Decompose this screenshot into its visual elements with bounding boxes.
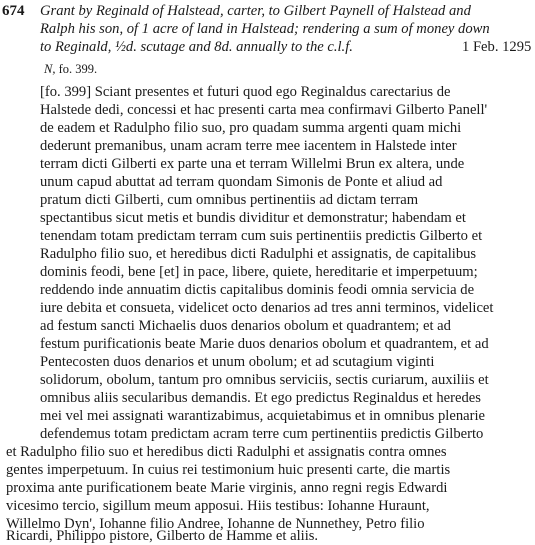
text-line: de eadem et Radulpho filio suo, pro quadam summa argenti quam michi [40,120,462,136]
text-line: iure debita et consueta, videlicet octo denarios ad tres anni terminos, videlicet [40,300,494,316]
entry-date: 1 Feb. 1295 [462,39,532,55]
text-line: festum purificationis beate Marie duos denarios obolum et quadrantem, et ad [40,336,489,352]
text-line: unum capud abuttat ad terram quondam Simonis de Ponte et aliud ad [40,174,443,190]
text-line: terram dicti Gilberti ex parte una et terram Willelmi Brun ex altera, unde [40,156,465,172]
text-line: defendemus totam predictam acram terre cum pertinentiis predictis Gilberto [40,426,484,442]
folio-reference: fo. 399. [55,62,98,76]
text-line: pratum dicti Gilberti, cum omnibus pertinentiis ad dictam terram [40,192,419,208]
text-line: dominis feodi, bene [et] in pace, libere, quiete, hereditarie et imperpetuum; [40,264,478,280]
text-line: solidorum, obolum, tantum pro omnibus serviciis, sectis curiarum, auxiliis et [40,372,489,388]
manuscript-reference [44,61,97,77]
text-line: Pentecosten duos denarios et unum obolum; et ad scutagium viginti [40,354,435,370]
heading-line: Grant by Reginald of Halstead, carter, to Gilbert Paynell of Halstead and [40,3,471,19]
text-line: Radulpho filio suo, et heredibus dicti Radulphi et assignatis, de capitalibus [40,246,477,262]
heading-line: Ralph his son, of 1 acre of land in Halstead; rendering a sum of money down [40,21,490,37]
text-line: gentes imperpetuum. In cuius rei testimonium huic presenti carte, die martis [6,462,451,478]
text-line: Ricardi, Philippo pistore, Gilberto de Hamme et aliis. [6,528,319,544]
text-line: vicesimo tercio, sigillum meum apposui. Hiis testibus: Iohanne Hurаunt, [6,498,430,514]
heading-line: to Reginald, ½d. scutage and 8d. annually to the c.l.f. [40,39,353,55]
text-line: proxima ante purificationem beate Marie virginis, anno regni regis Edwardi [6,480,448,496]
text-line: omnibus aliis secularibus demandis. Et ego predictus Reginaldus et heredes [40,390,481,406]
text-line: [fo. 399] Sciant presentes et futuri quod ego Reginaldus carectarius de [40,84,451,100]
text-line: Halstede dedi, concessi et hac presenti carta mea confirmavi Gilberto Panell' [40,102,488,118]
text-line: Willelmo Dyn', Iohanne filio Andree, Iohanne de Nunnethey, Petro filio [6,516,425,532]
source-siglum: N, [44,62,56,76]
text-line: tenendam totam predictam terram cum suis pertinentiis predictis Gilberto et [40,228,483,244]
text-line: reddendo inde annuatim dictis capitalibus dominis feodi omnia servicia de [40,282,475,298]
text-line: ad festum sancti Michaelis duos denarios obolum et quadrantem; et ad [40,318,451,334]
text-line: spectantibus sicut metis et bundis dividitur et demonstratur; habendam et [40,210,466,226]
text-line: dederunt premanibus, unam acram terre mee iacentem in Halstede inter [40,138,457,154]
text-line: et Radulpho filio suo et heredibus dicti Radulphi et assignatis contra omnes [6,444,447,460]
text-line: mei vel mei assignati warantizabimus, acquietabimus et in omnibus plenarie [40,408,485,424]
entry-number: 674 [2,3,25,19]
